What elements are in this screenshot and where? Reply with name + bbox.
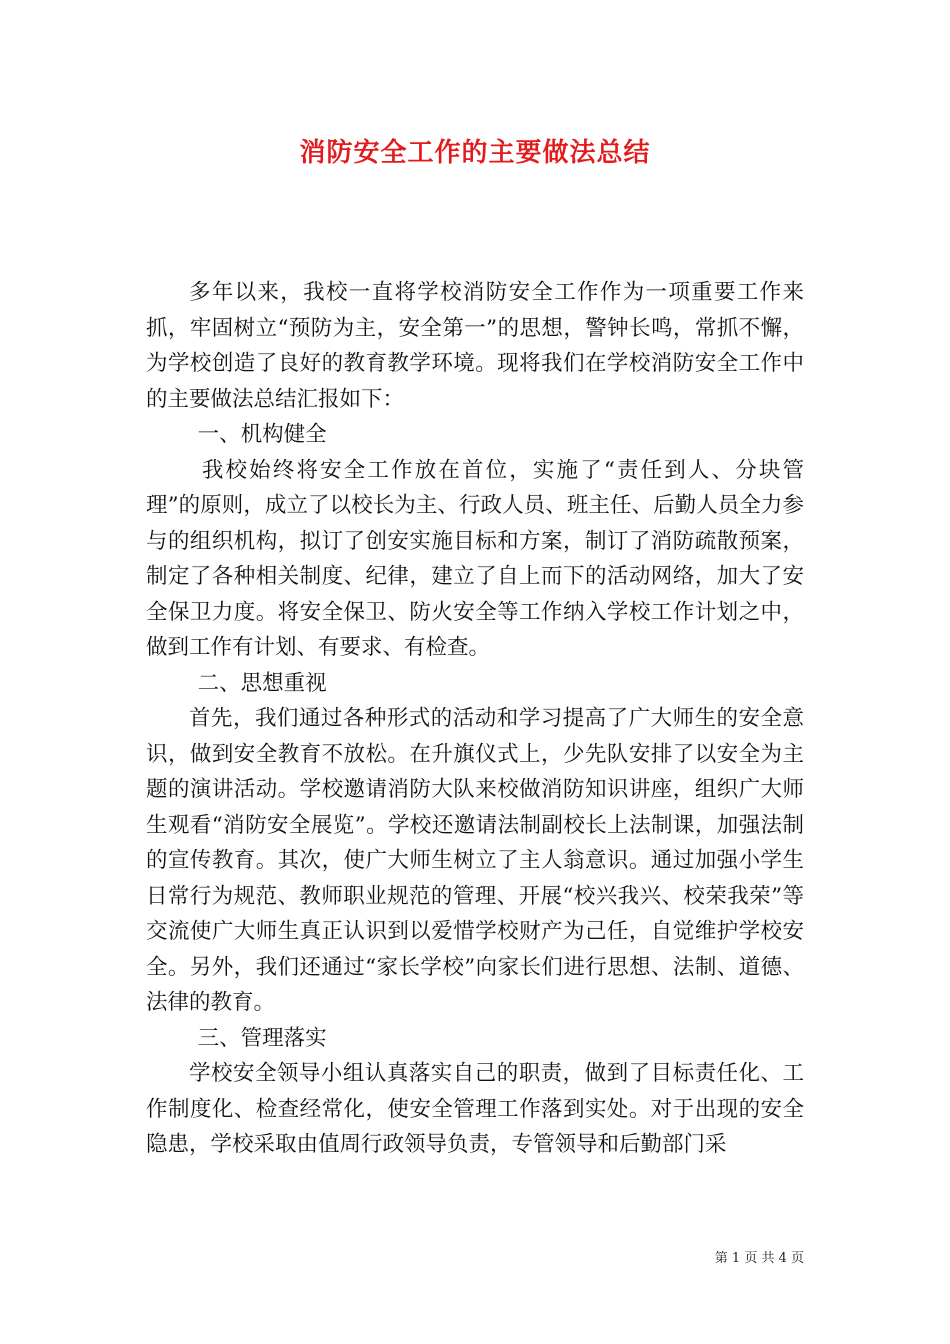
page-number: 第 1 页 共 4 页 (714, 1251, 804, 1266)
organization-paragraph: 我校始终将安全工作放在首位，实施了“责任到人、分块管理”的原则，成立了以校长为主、行政人员、班主任、后勤人员全力参与的组织机构，拟订了创安实施目标和方案，制订了消防疏散预案，制定了各种相关制度、纪律，建立了自上而下的活动网络，加大了安全保卫力度。将安全保卫、防火安全等工作纳入学校工作计划之中，做到工作有计划、有要求、有检查。 (146, 457, 804, 660)
section-heading-organization: 一、机构健全 (197, 422, 327, 447)
awareness-paragraph: 首先，我们通过各种形式的活动和学习提高了广大师生的安全意识，做到安全教育不放松。在升旗仪式上，少先队安排了以安全为主题的演讲活动。学校邀请消防大队来校做消防知识讲座，组织广大师生观看“消防安全展览”。学校还邀请法制副校长上法制课，加强法制的宣传教育。其次，使广大师生树立了主人翁意识。通过加强小学生日常行为规范、教师职业规范的管理、开展“校兴我兴、校荣我荣”等交流使广大师生真正认识到以爱惜学校财产为己任，自觉维护学校安全。另外，我们还通过“家长学校”向家长们进行思想、法制、道德、法律的教育。 (146, 706, 804, 1015)
management-paragraph: 学校安全领导小组认真落实自己的职责，做到了目标责任化、工作制度化、检查经常化，使安全管理工作落到实处。对于出现的安全隐患，学校采取由值周行政领导负责，专管领导和后勤部门采 (146, 1061, 804, 1157)
section-heading-awareness: 二、思想重视 (197, 670, 327, 696)
section-heading-management: 三、管理落实 (197, 1025, 327, 1051)
document-body (146, 275, 804, 1163)
intro-paragraph: 多年以来，我校一直将学校消防安全工作作为一项重要工作来抓，牢固树立“预防为主，安全第一”的思想，警钟长鸣，常抓不懈，为学校创造了良好的教育教学环境。现将我们在学校消防安全工作中的主要做法总结汇报如下： (146, 280, 804, 412)
page-title: 消防安全工作的主要做法总结 (299, 138, 651, 168)
